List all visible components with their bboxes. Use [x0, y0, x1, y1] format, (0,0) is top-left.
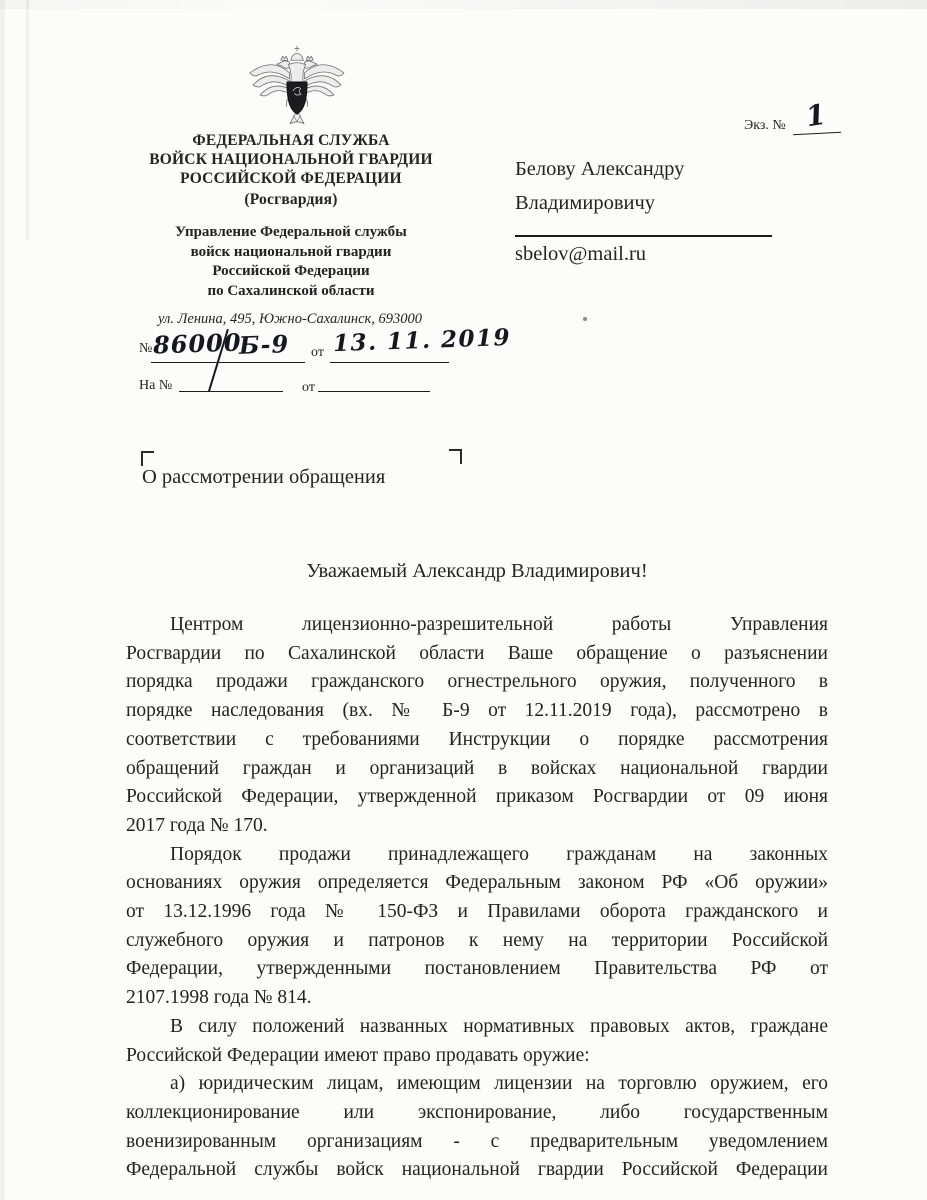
body-line: Порядок продажи принадлежащего гражданам на законных — [170, 843, 828, 865]
ref-date-handwritten: 13. 11. 2019 — [332, 323, 512, 358]
ref-number2-handwritten: Б-9 — [238, 329, 290, 360]
body-line: а) юридическим лицам, имеющим лицензии на торговлю оружием, его — [170, 1073, 828, 1095]
ref-number-label: № — [139, 341, 153, 356]
corner-bracket-right — [449, 449, 462, 464]
body-line: соответствии с требованиями Инструкции о порядке рассмотрения — [126, 728, 828, 750]
recipient-divider-line — [515, 235, 772, 237]
scan-edge-left — [0, 0, 5, 1200]
body-line: 2107.1998 года № 814. — [126, 987, 312, 1009]
rosgvardia-eagle-emblem-icon — [244, 44, 350, 136]
division-name-block — [85, 223, 497, 301]
incoming-number-underline — [179, 391, 283, 392]
incoming-date-underline — [318, 391, 430, 392]
recipient-email: sbelov@mail.ru — [515, 243, 647, 265]
incoming-date-label: от — [302, 380, 315, 395]
org-name-line: РОССИЙСКОЙ ФЕДЕРАЦИИ — [180, 169, 402, 187]
body-line: В силу положений названных нормативных правовых актов, граждане — [170, 1015, 828, 1037]
incoming-number-label: На № — [139, 378, 173, 393]
scan-speck — [583, 317, 587, 321]
body-line: порядке наследования (вх. № Б-9 от 12.11.2019 года), рассмотрено в — [126, 700, 828, 722]
copy-number-underline — [793, 132, 841, 136]
recipient-block — [515, 152, 795, 220]
body-line: коллекционирование или экспонирование, либо государственным — [126, 1101, 828, 1123]
body-line: военизированным организациям - с предварительным уведомлением — [126, 1130, 828, 1152]
copy-number-label: Экз. № — [744, 118, 786, 133]
body-line: Российской Федерации, утвержденной приказом Росгвардии от 09 июня — [126, 786, 828, 808]
body-text — [126, 611, 828, 1185]
copy-number-handwritten: 1 — [803, 97, 828, 134]
ref-number-underline — [151, 362, 305, 363]
body-line: Федеральной службы войск национальной гвардии Российской Федерации — [126, 1159, 828, 1181]
salutation: Уважаемый Александр Владимирович! — [306, 560, 648, 582]
body-line: служебного оружия и патронов к нему на территории Российской — [126, 929, 828, 951]
body-line: Центром лицензионно-разрешительной работы Управления — [170, 614, 828, 635]
division-line: Управление Федеральной службы — [175, 224, 407, 240]
body-line: от 13.12.1996 года № 150-ФЗ и Правилами оборота гражданского и — [126, 901, 828, 923]
ref-number-handwritten: 86000 — [152, 327, 242, 360]
body-line: обращений граждан и организаций в войсках национальной гвардии — [126, 757, 828, 779]
division-line: по Сахалинской области — [207, 282, 375, 299]
corner-bracket-left — [141, 451, 154, 466]
org-name-block — [85, 132, 497, 210]
ref-date-underline — [330, 362, 449, 363]
org-name-line: ВОЙСК НАЦИОНАЛЬНОЙ ГВАРДИИ — [149, 150, 433, 168]
org-name-line: ФЕДЕРАЛЬНАЯ СЛУЖБА — [192, 132, 390, 149]
recipient-name-line: Белову Александру — [515, 158, 685, 180]
body-line: Российской Федерации имеют право продавать оружие: — [126, 1044, 590, 1066]
division-line: Российской Федерации — [212, 263, 370, 279]
body-line: порядка продажи гражданского огнестрельного оружия, полученного в — [126, 671, 828, 693]
subject-line: О рассмотрении обращения — [142, 466, 386, 488]
body-line: Федерации, утвержденными постановлением Правительства РФ от — [126, 958, 828, 980]
scan-line-left — [26, 0, 29, 240]
body-line: 2017 года № 170. — [126, 814, 268, 836]
ref-date-label: от — [311, 345, 324, 360]
body-line: Росгвардии по Сахалинской области Ваше обращение о разъяснении — [126, 642, 828, 664]
body-line: основаниях оружия определяется Федеральным законом РФ «Об оружии» — [126, 872, 828, 894]
recipient-name-line: Владимировичу — [515, 192, 656, 214]
org-short-name: (Росгвардия) — [244, 191, 338, 209]
scan-noise-top — [0, 0, 927, 9]
org-address: ул. Ленина, 495, Южно-Сахалинск, 693000 — [157, 311, 423, 327]
division-line: войск национальной гвардии — [190, 243, 392, 260]
